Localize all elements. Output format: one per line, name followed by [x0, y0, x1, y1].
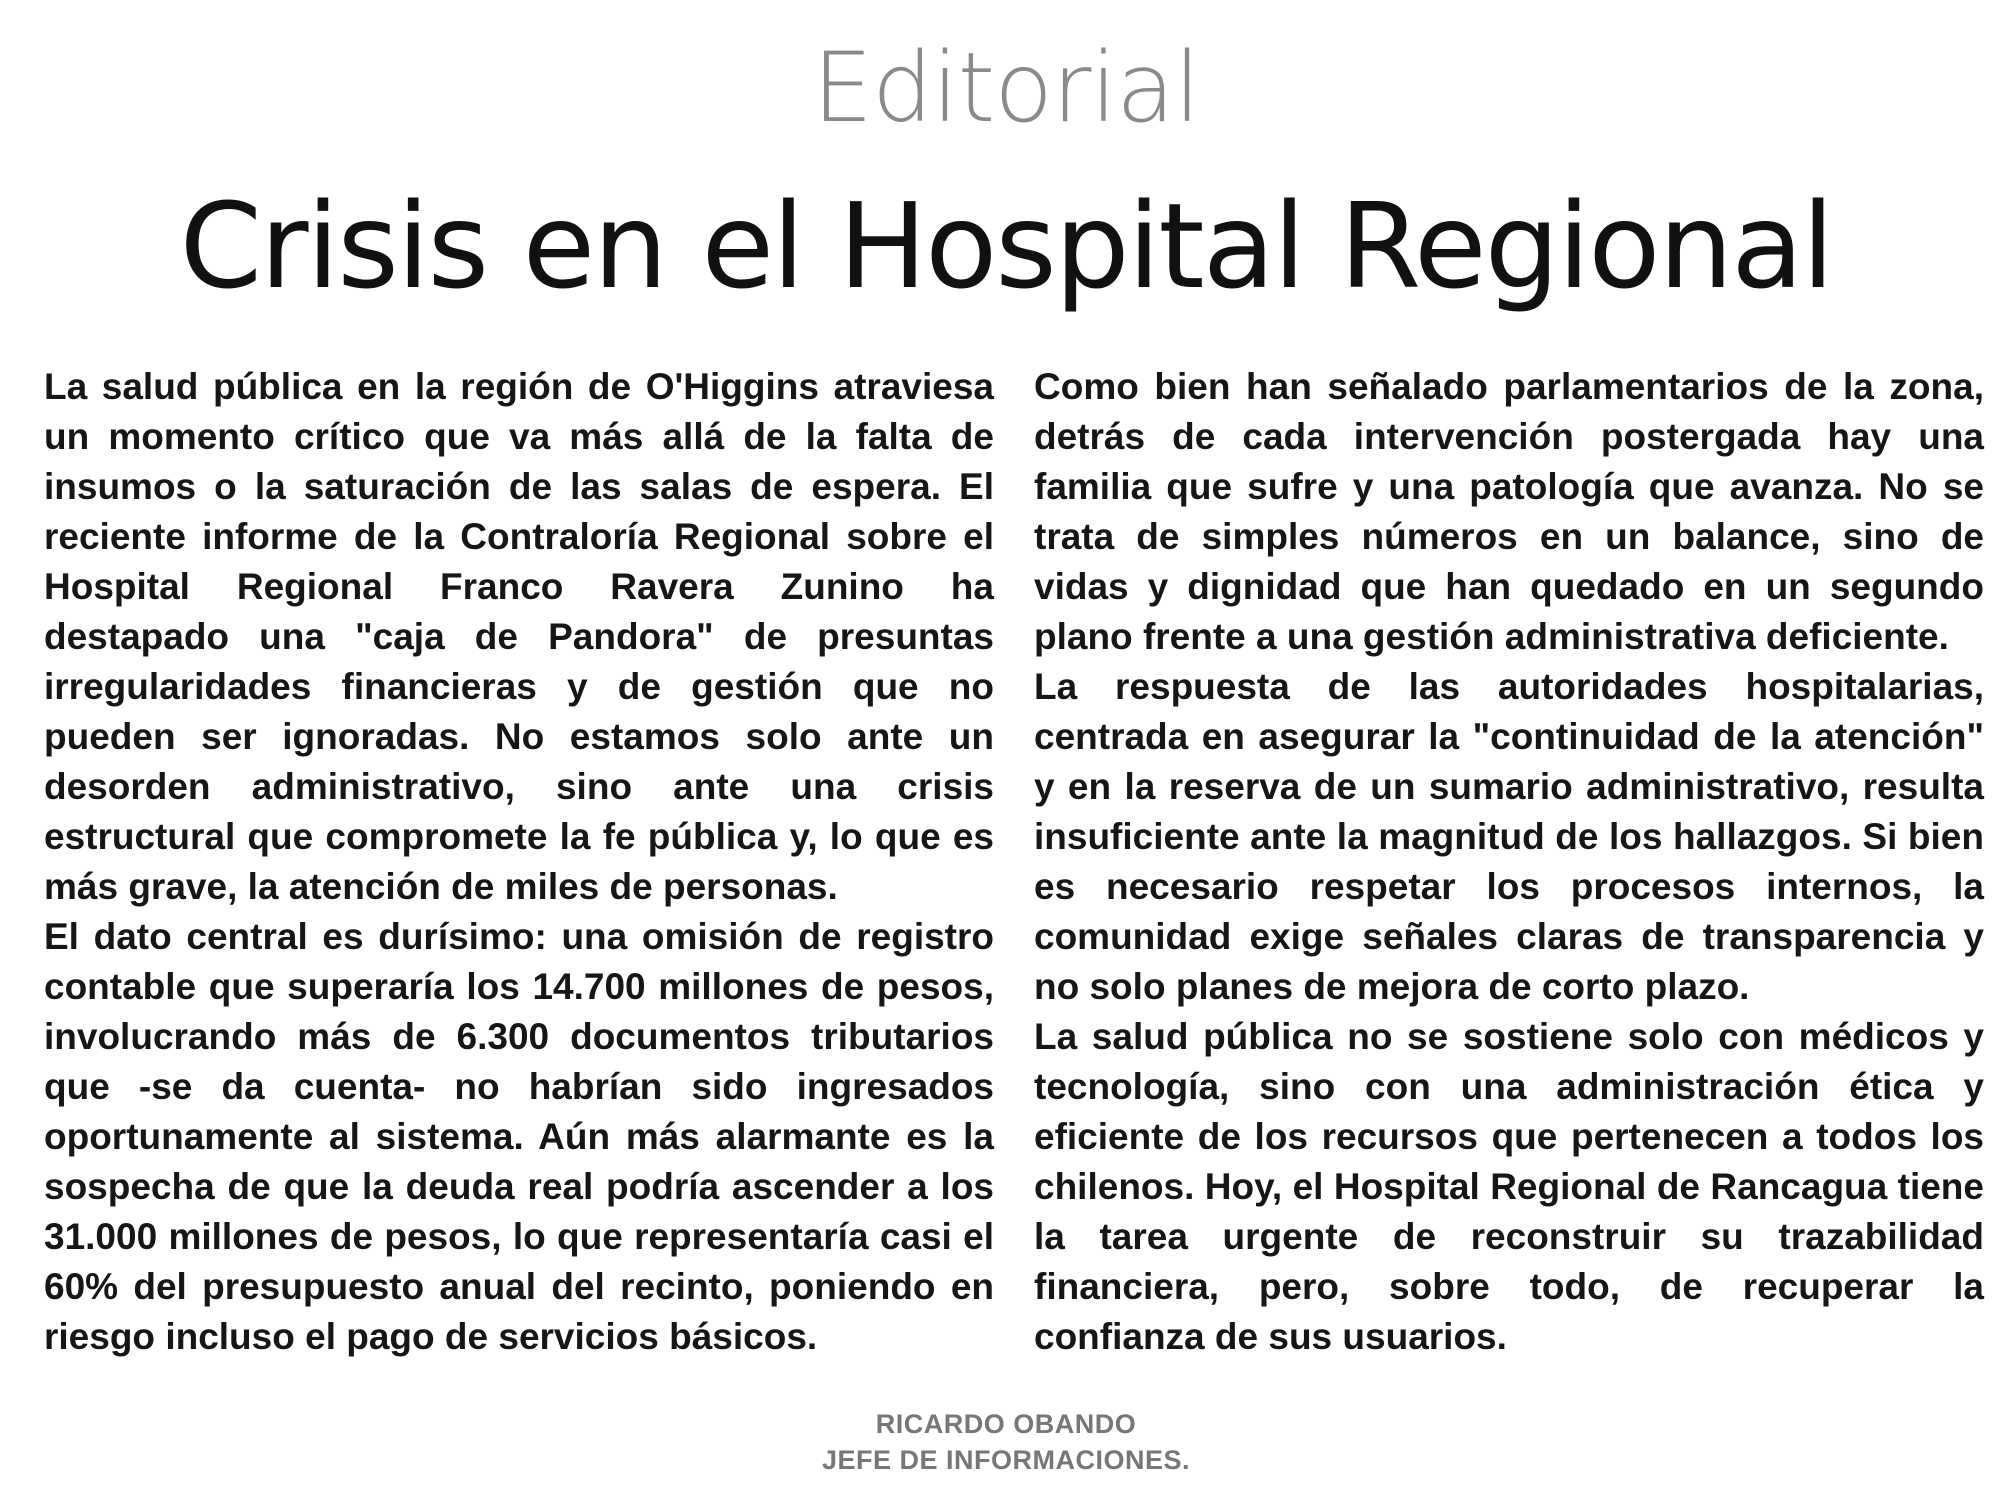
- byline-role: JEFE DE INFORMACIONES.: [821, 1445, 1191, 1475]
- byline-name: RICARDO OBANDO: [875, 1409, 1137, 1439]
- paragraph: La respuesta de las autoridades hospitalarias, centrada en asegurar la "continuidad de la atención" y en la reserva de un sumario administrativo, resulta insuficiente ante la magnitud de los hallazgos. Si bien es necesario respetar los procesos internos, la comunidad exige señales claras de transparencia y no solo planes de mejora de corto plazo.: [1034, 666, 1984, 1007]
- paragraph: La salud pública no se sostiene solo con médicos y tecnología, sino con una administración ética y eficiente de los recursos que pertenecen a todos los chilenos. Hoy, el Hospital Regional de Rancagua tiene la tarea urgente de reconstruir su trazabilidad financiera, pero, sobre todo, de recuperar la confianza de sus usuarios.: [1034, 1016, 1984, 1357]
- paragraph: Como bien han señalado parlamentarios de la zona, detrás de cada intervención postergada hay una familia que sufre y una patología que avanza. No se trata de simples números en un balance, sino de vidas y dignidad que han quedado en un segundo plano frente a una gestión administrativa deficiente.: [1034, 366, 1984, 657]
- body-column-left: [44, 362, 994, 1362]
- headline: Crisis en el Hospital Regional: [179, 177, 1833, 315]
- paragraph: El dato central es durísimo: una omisión de registro contable que superaría los 14.700 millones de pesos, involucrando más de 6.300 documentos tributarios que -se da cuenta- no habrían sido ingresados oportunamente al sistema. Aún más alarmante es la sospecha de que la deuda real podría ascender a los 31.000 millones de pesos, lo que representaría casi el 60% del presupuesto anual del recinto, poniendo en riesgo incluso el pago de servicios básicos.: [44, 916, 994, 1357]
- body-column-right: [1034, 362, 1984, 1362]
- section-label: Editorial: [812, 32, 1200, 144]
- byline: [0, 1406, 2012, 1478]
- paragraph: La salud pública en la región de O'Higgins atraviesa un momento crítico que va más allá de la falta de insumos o la saturación de las salas de espera. El reciente informe de la Contraloría Regional sobre el Hospital Regional Franco Ravera Zunino ha destapado una "caja de Pandora" de presuntas irregularidades financieras y de gestión que no pueden ser ignoradas. No estamos solo ante un desorden administrativo, sino ante una crisis estructural que compromete la fe pública y, lo que es más grave, la atención de miles de personas.: [44, 366, 994, 907]
